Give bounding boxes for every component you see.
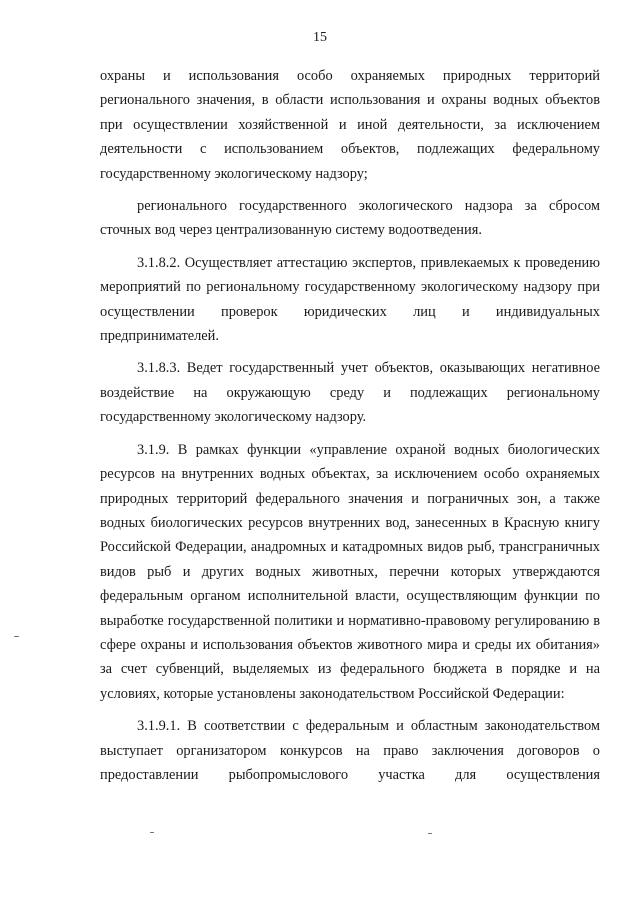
paragraph-wastewater-oversight: регионального государственного экологического надзора за сбросом сточных вод через централизованную систему водоотведения. (100, 198, 600, 239)
scan-mark (150, 832, 154, 833)
scan-mark (428, 833, 432, 834)
paragraph-3-1-9: 3.1.9. В рамках функции «управление охраной водных биологических ресурсов на внутренних водных объектах, за исключением особо охраняемых природных территорий федерального значения и пограничных зон, а также водных биологических ресурсов внутренних вод, занесенных в Красную книгу Российской Федерации, анадромных и катадромных видов рыб, трансграничных видов рыб и других водных животных, перечни которых утверждаются федеральным органом исполнительной власти, осуществляющим функции по выработке государственной политики и нормативно-правовому регулированию в сфере охраны и использования объектов животного мира и среды их обитания» за счет субвенций, выделяемых из федерального бюджета в порядке и на условиях, которые установлены законодательством Российской Федерации: (100, 441, 600, 702)
paragraph-3-1-9-1: 3.1.9.1. В соответствии с федеральным и областным законодательством выступает организатором конкурсов на право заключения договоров о предоставлении рыбопромыслового участка для осуществления (100, 718, 600, 783)
paragraph-3-1-8-2: 3.1.8.2. Осуществляет аттестацию экспертов, привлекаемых к проведению мероприятий по региональному государственному экологическому надзору при осуществлении проверок юридических лиц и индивидуальных предпринимателей. (100, 254, 600, 345)
page-number: 15 (313, 30, 327, 45)
paragraph-continuation: охраны и использования особо охраняемых природных территорий регионального значения, в области использования и охраны водных объектов при осуществлении хозяйственной и иной деятельности, за исключением деятельности с использованием объектов, подлежащих федеральному государственному экологическому надзору; (100, 68, 600, 182)
document-body (100, 64, 600, 787)
paragraph-3-1-8-3: 3.1.8.3. Ведет государственный учет объектов, оказывающих негативное воздействие на окружающую среду и подлежащих региональному государственному экологическому надзору. (100, 360, 600, 426)
scan-mark (14, 636, 19, 637)
